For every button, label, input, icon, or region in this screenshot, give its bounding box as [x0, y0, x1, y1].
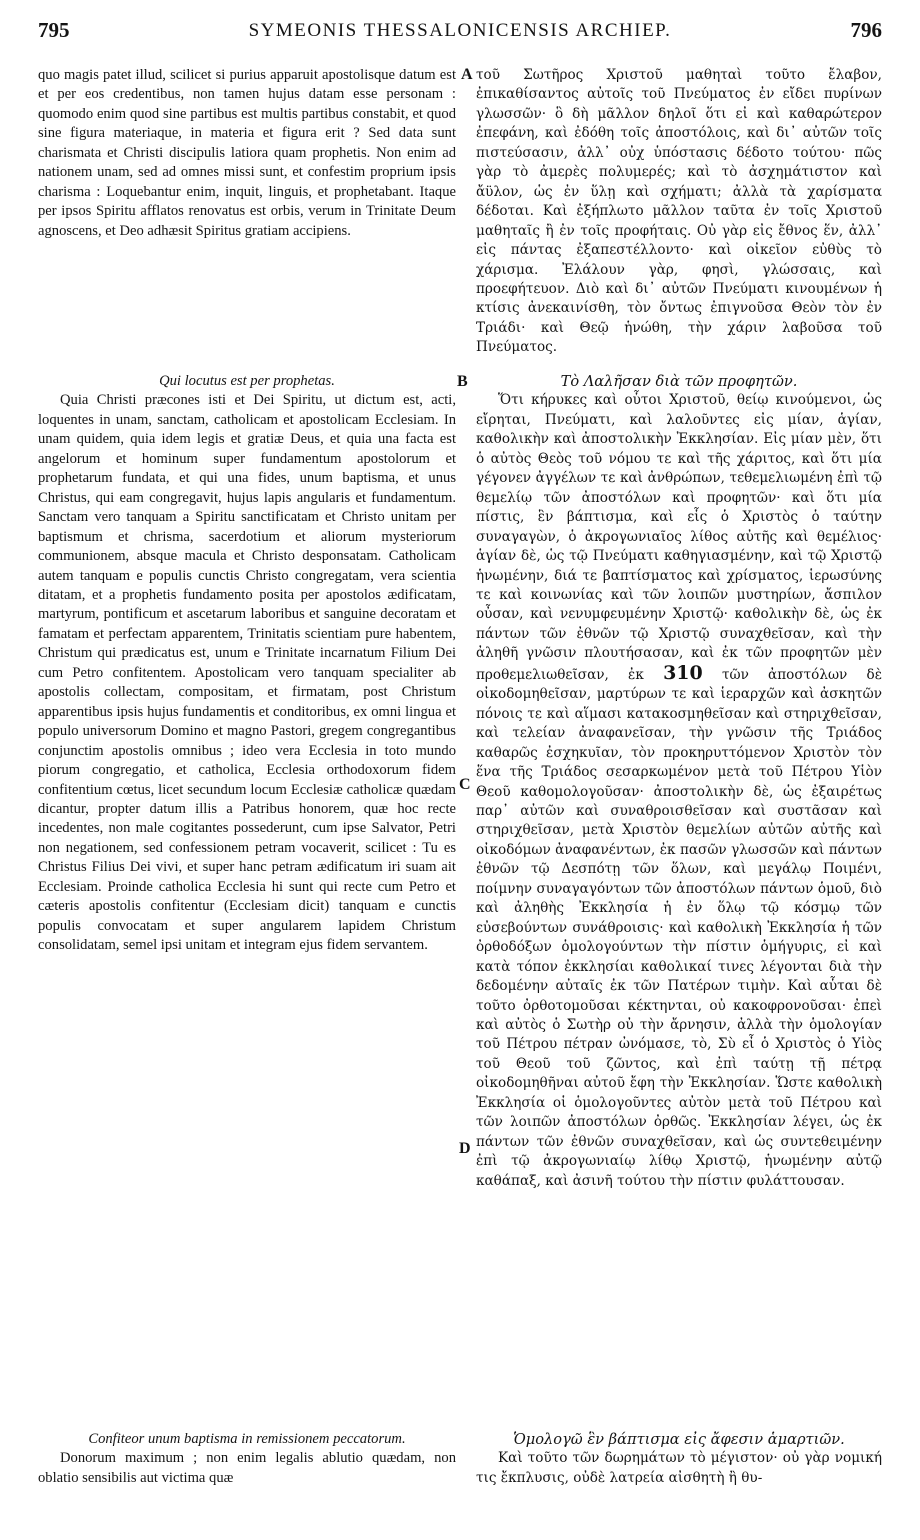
greek-paragraph-2-part2: τῶν ἀποστόλων δὲ οἰκοδομηθεῖσαν, μαρτύρων τε καὶ ἱεραρχῶν καὶ ἀσκητῶν πόνοις τε καὶ αἵμασι κατακοσμηθεῖσαν καὶ στηριχθεῖσαν, καὶ τελείαν ἀναφανεῖσαν, τὴν γνῶσιν τῆς Τριάδος καθαρῶς ἐσχηκυῖαν, τὸν προκηρυττόμενον Χριστὸν τὸν ἕνα τῆς Τριάδος σεσαρκωμένον μετὰ τοῦ Πέτρου Υἱὸν Θεοῦ καθομολογοῦσαν· ἀποστολικὴν δὲ, ὡς ἐξαιρέτως παρ᾽ αὐτῶν καὶ συναθροισθεῖσαν καὶ συστᾶσαν καὶ στηριχθεῖσαν, μετὰ Χριστὸν θεμελίων αὐτῶν αὐτῆς καὶ οἰκοδόμων ἀναφανέντων, ἐκ πασῶν γλωσσῶν καὶ πάντων ἐθνῶν τῷ Δεσπότῃ τῶν ὅλων, καὶ μεγάλῳ Ποιμένι, ποίμνην συναγαγόντων τῶν ἀποστόλων πάντων ὁμοῦ, διὸ καὶ ἀληθὴς Ἐκκλησία ἡ ἐν ὅλῳ τῷ κόσμῳ τῶν εὐσεβούντων συνάθροισις· καὶ καθολικὴ Ἐκκλησία ἡ τῶν ὀρθοδόξων ὁμολογούντων τὴν πίστιν ὁμήγυρις, εἰ καὶ κατὰ τόπον ἐκκλησίαι καθολικαί τινες λέγονται διὰ τὴν δεδομένην αὐταῖς ἐκ τῶν Πατέρων τιμὴν. Καὶ αὗται δὲ τοῦτο ὀρθοτομοῦσαι κέκτηνται, οὐ κακοφρονοῦσαι· ἐπεὶ καὶ αὐτὸς ὁ Σωτὴρ οὐ τὴν ἄρνησιν, ἀλλὰ τὴν ὁμολογίαν τοῦ Πέτρου πέτραν ὠνόμασε, τὸ, Σὺ εἶ ὁ Χριστὸς ὁ Υἱὸς τοῦ Θεοῦ τοῦ ζῶντος, καὶ ἐπὶ ταύτῃ τῇ πέτρᾳ οἰκοδομηθῆναι αὐτοῦ ἔφη τὴν Ἐκκλησίαν. Ὥστε καθολικὴ Ἐκκλησία οἱ ὁμολογοῦντες αὐτὸν μετὰ τοῦ Πέτρου καὶ τῶν λοιπῶν ἀποστόλων ὀρθῶς. Ἐκκλησίαν λέγει, ὡς ἐκ πάντων τῶν ἐθνῶν συναχθεῖσαν, καὶ ὡς συντεθειμένην ἐπὶ τῷ ἀκρογωνιαίῳ λίθῳ Χριστῷ, ἡνωμένην αὐτῷ καθάπαξ, καὶ ἀσινῆ τούτου τὴν πίστιν φυλάττουσαν.: [476, 666, 882, 1189]
greek-paragraph-3: Καὶ τοῦτο τῶν δωρημάτων τὸ μέγιστον· οὐ γὰρ νομική τις ἔκπλυσις, οὐδὲ λατρεία αἰσθητὴ ἢ θυ-: [476, 1450, 882, 1486]
latin-paragraph-2: Quia Christi præcones isti et Dei Spiritu, ut dictum est, acti, loquentes in unam, sanctam, catholicam et apostolicam Ecclesiam. In unam quidem, quia idem legis et gratiæ Deus, et quia una facta est angelorum et hominum super fundamentum apostolorum et prophetarum fundata, et qui una fides, unum baptisma, et unus Christus, qui eam congregavit, hujus lapis angularis et fundamentum. Sanctam vero tanquam a Spiritu sanctificatam et Christo unitam per baptismum et chrisma, sacerdotium et aliorum mysteriorum communionem, absque macula et Christo desponsatam. Catholicam autem tanquam e populis cunctis Christo congregatam, vera scientia ditatam, et a prophetis fundamento posita per apostolos ædificatam, martyrum, pontificum et ascetarum laboribus et sanguine decoratam et famatam et perfectam apparentem, Trinitatis scientiam pure habentem, Christum qui prædicatus est, unum e Trinitate incarnatum Filium Dei cum Petro confitentem. Apostolicam vero tanquam specialiter ab apostolis collectam, compositam, et firmatam, post Christum apparentibus ipsis hujus fundamentis et conditoribus, ex omni lingua et populo universorum Domino et magno Pastori, gregem congregantibus conjunctim apostolis omnibus ; ideo vera Ecclesia in toto mundo piorum congregatio, et catholica, Ecclesia orthodoxorum fidem confitentium cœtus, licet secundum locum Ecclesiæ catholicæ quædam dicantur, propter datum illis a Patribus honorem, quæ hoc recte incedentes, non male cogitantes possederunt, cum ipse Salvator, Petri non negationem, sed confessionem petram vocaverit, scilicet : Tu es Christus Filius Dei vivi, et super hanc petram ædificatum iri suam ait Ecclesiam. Proinde catholica Ecclesia hi sunt qui recte cum Petro et cæteris apostolis confitentur (Ecclesiam dicit) tanquam e cunctis populis convocatam et super angularem lapidem Christum consolidatam, semel ipsi unitam et integram ejus fidem servantem.: [38, 392, 456, 954]
greek-paragraph-2: [476, 391, 882, 1191]
margin-letter-a: A: [461, 66, 473, 83]
greek-heading-baptism: Ὁμολογῶ ἓν βάπτισμα εἰς ἄφεσιν ἁμαρτιῶν.: [513, 1431, 845, 1448]
greek-heading-prophets: Τὸ Λαλῆσαν διὰ τῶν προφητῶν.: [560, 373, 798, 390]
page-number-right: 796: [850, 18, 882, 42]
margin-letter-b: B: [457, 373, 468, 390]
margin-letter-c: C: [459, 776, 471, 793]
margin-letter-d: D: [459, 1140, 471, 1157]
latin-heading-baptism: Confiteor unum baptisma in remissionem peccatorum.: [88, 1431, 406, 1447]
latin-heading-prophets: Qui locutus est per prophetas.: [159, 373, 335, 389]
latin-column-2: [38, 372, 456, 956]
page-marker-310: 310: [663, 661, 703, 684]
page-header: [0, 18, 920, 48]
greek-paragraph-1: τοῦ Σωτῆρος Χριστοῦ μαθηταὶ τοῦτο ἔλαβον, ἐπικαθίσαντος αὐτοῖς τοῦ Πνεύματος ἐν εἴδει πυρίνων γλωσσῶν· ὃ δὴ μᾶλλον δηλοῖ ὅτι εἰ καὶ καθαρώτερον ἐπεφάνη, καὶ ἐδόθη τοῖς ἀποστόλοις, καὶ δι᾽ αὐτῶν τοῖς πιστεύσασιν, ἀλλ᾽ οὐχ ὑπόστασις δέδοτο τούτου· πῶς γὰρ τὸ ἀμερὲς πολυμερές; καὶ τὸ ἀσχημάτιστον καὶ ἄϋλον, ὡς ἐν ὕλῃ καὶ σχήματι; ἀλλὰ τὰ χαρίσματα δέδοται. Καὶ ἐξήπλωτο μᾶλλον ταῦτα ἐν τοῖς Χριστοῦ μαθηταῖς ἢ ἐν τοῖς προφήταις. Οὐ γὰρ εἰς ἔθνος ἕν, ἀλλ᾽ εἰς πάντας ἐξαπεστέλλοντο· καὶ οἰκεῖον εὐθὺς τὸ χάρισμα. Ἐλάλουν γὰρ, φησὶ, γλώσσαις, καὶ προεφήτευον. Διὸ καὶ δι᾽ αὐτῶν Πνεύματι κινουμένων ἡ κτίσις ἀνεκαινίσθη, τὸν ὄντως ἐπιγνοῦσα Θεὸν τὸν ἐν Τριάδι· καὶ Θεῷ ἡνώθη, τὴν χάριν λαβοῦσα τοῦ Πνεύματος.: [476, 67, 882, 356]
greek-column-2: [476, 372, 882, 1191]
latin-column-3: [38, 1430, 456, 1488]
greek-column-3: [476, 1430, 882, 1488]
latin-paragraph-3: Donorum maximum ; non enim legalis ablutio quædam, non oblatio sensibilis aut victima quæ: [38, 1450, 456, 1486]
greek-paragraph-2-part1: Ὅτι κήρυκες καὶ οὗτοι Χριστοῦ, θείῳ κινούμενοι, ὡς εἴρηται, Πνεύματι, καὶ λαλοῦντες εἰς μίαν, ἁγίαν, καθολικὴν καὶ ἀποστολικὴν Ἐκκλησίαν. Εἰς μίαν μὲν, ὅτι ὁ αὐτὸς Θεὸς τοῦ νόμου τε καὶ τῆς χάριτος, καὶ ὅτι μία γέγονεν ἀγγέλων τε καὶ ἀνθρώπων, τεθεμελιωμένη ἐπὶ τῷ θεμελίῳ τῶν ἀποστόλων καὶ προφητῶν· καὶ ὅτι μία πίστις, ἓν βάπτισμα, καὶ εἷς ὁ Χριστὸς ὁ ταύτην συναγαγὼν, ὁ ἀκρογωνιαῖος λίθος αὐτῆς καὶ θεμέλιος· ἁγίαν δὲ, ὡς τῷ Πνεύματι καθηγιασμένην, καὶ τῷ Χριστῷ ἡνωμένην, διά τε βαπτίσματος καὶ χρίσματος, ἱερωσύνης τε καὶ κοινωνίας καὶ τῶν λοιπῶν μυστηρίων, ἄσπιλον οὖσαν, καὶ νενυμφευμένην Χριστῷ· καθολικὴν δὲ, ὡς ἐκ πάντων τῶν ἐθνῶν τῷ Χριστῷ συναχθεῖσαν, καὶ τὴν ἀληθῆ γνῶσιν πλουτήσασαν, καὶ ἐκ τῶν προφητῶν μὲν προθεμελιωθεῖσαν, ἐκ: [476, 392, 882, 683]
page-number-left: 795: [38, 18, 70, 42]
running-title: SYMEONIS THESSALONICENSIS ARCHIEP.: [248, 20, 672, 41]
latin-paragraph-1: quo magis patet illud, scilicet si purius apparuit apostolisque datum est et per eos credentibus, non tamen hujus datam esse personam : quomodo enim quod sine partibus est multis partibus constabit, et quod sine figura materiaque, in materia et figura erit ? Sed data sunt charismata et Christi discipulis latiora quam prophetis. Non enim ad nationem unam, sed ad omnes missi sunt, et confestim proprium ipsis charisma : Loquebantur enim, inquit, linguis, et prophetabant. Itaque per ipsos Spiritu afflatos renovatus est orbis, verum in Trinitate Deum agnoscens, et Deo adhæsit Spiritus gratiam accipiens.: [38, 67, 456, 239]
